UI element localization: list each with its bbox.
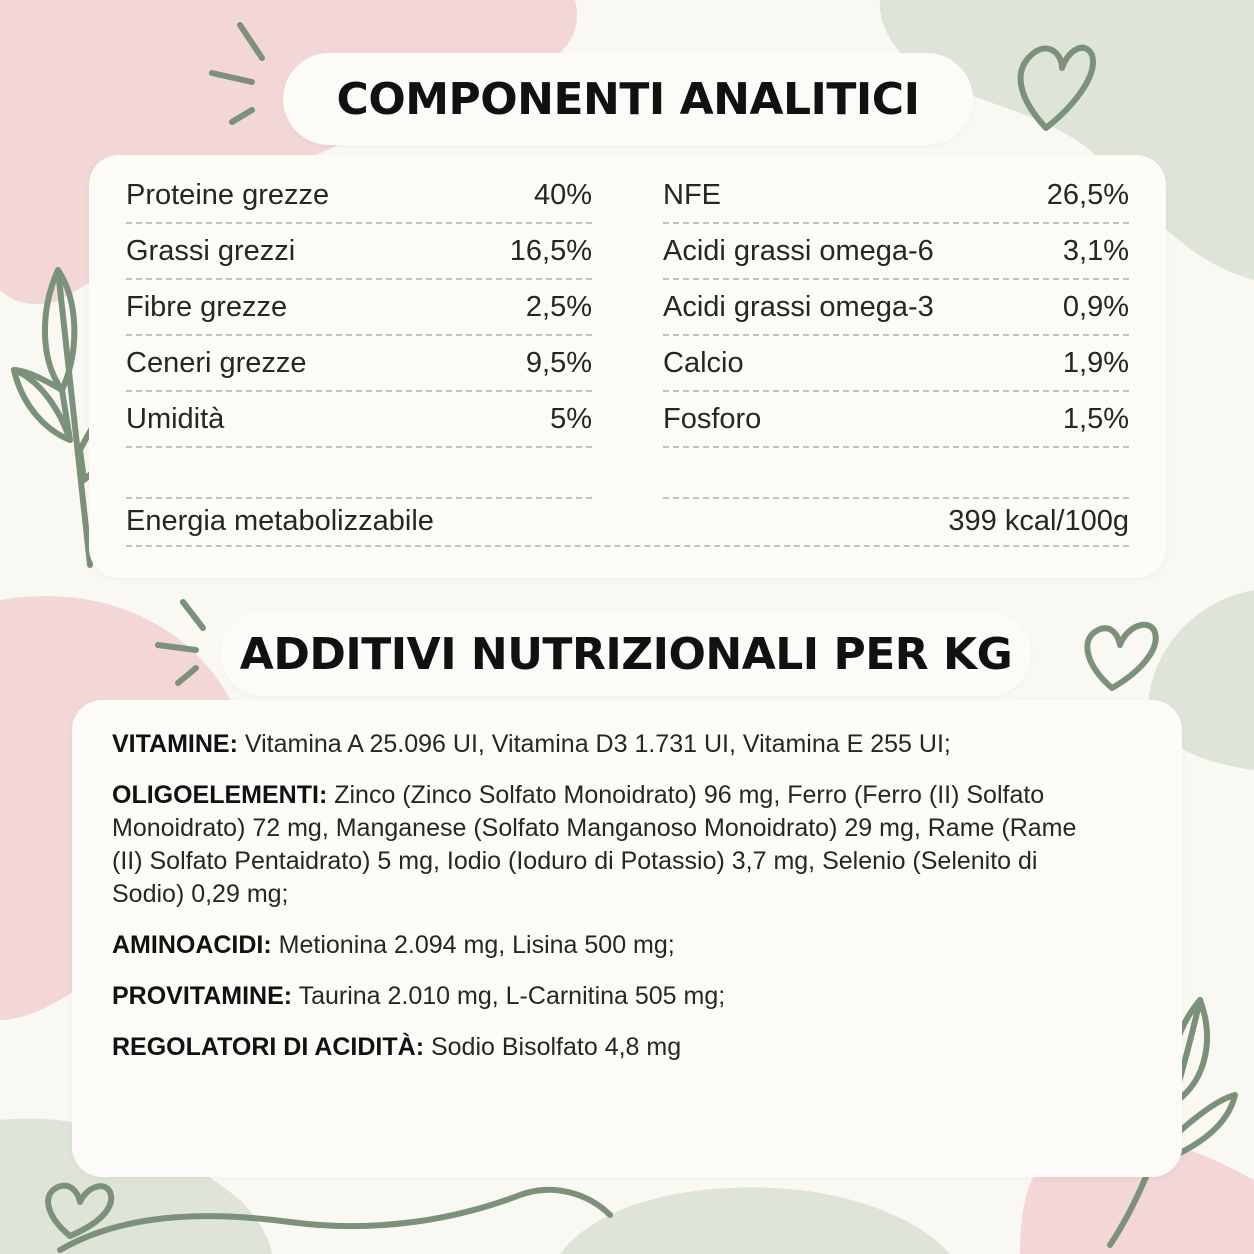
analytical-value: 1,5% bbox=[1062, 402, 1129, 435]
analytical-value: 5% bbox=[550, 402, 592, 435]
additive-paragraph bbox=[112, 779, 1112, 911]
additives-list bbox=[112, 728, 1112, 1082]
analytical-value: 16,5% bbox=[509, 234, 592, 267]
analytical-label: Calcio bbox=[663, 346, 744, 379]
analytical-value: 26,5% bbox=[1046, 178, 1129, 211]
analytical-label: Acidi grassi omega-3 bbox=[663, 290, 934, 323]
analytical-row bbox=[126, 392, 592, 448]
green-blob-bottom-center bbox=[560, 1188, 950, 1254]
analytical-label: Ceneri grezze bbox=[126, 346, 307, 379]
additive-heading: VITAMINE: bbox=[112, 730, 238, 758]
analytical-row bbox=[126, 280, 592, 336]
analytical-label: Acidi grassi omega-6 bbox=[663, 234, 934, 267]
additive-text: Taurina 2.010 mg, L-Carnitina 505 mg; bbox=[292, 982, 726, 1010]
analytical-label: Grassi grezzi bbox=[126, 234, 296, 267]
energy-value: 399 kcal/100g bbox=[948, 504, 1129, 537]
analytical-title-pill bbox=[283, 53, 973, 145]
analytical-value: 1,9% bbox=[1062, 346, 1129, 379]
additives-title-pill bbox=[221, 612, 1031, 696]
analytical-row bbox=[663, 224, 1129, 280]
additive-text: Zinco (Zinco Solfato Monoidrato) 96 mg, Ferro (Ferro (II) Solfato Monoidrato) 72 mg, Manganese (Solfato Manganoso Monoidrato) 29 mg, Rame (Rame (II) Solfato Pentaidrato) 5 mg, Iodio (Ioduro di Potassio) 3,7 mg, Selenio (Selenito di Sodio) 0,29 mg; bbox=[112, 781, 1077, 908]
analytical-value: 2,5% bbox=[525, 290, 592, 323]
additive-text: Sodio Bisolfato 4,8 mg bbox=[424, 1033, 682, 1061]
analytical-value: 0,9% bbox=[1062, 290, 1129, 323]
analytical-label: Fibre grezze bbox=[126, 290, 288, 323]
additive-heading: OLIGOELEMENTI: bbox=[112, 781, 328, 809]
additive-heading: PROVITAMINE: bbox=[112, 982, 293, 1010]
analytical-value: 3,1% bbox=[1062, 234, 1129, 267]
additive-paragraph bbox=[112, 728, 1112, 761]
analytical-left-column bbox=[126, 168, 592, 448]
analytical-right-column bbox=[663, 168, 1129, 448]
analytical-value: 40% bbox=[533, 178, 592, 211]
analytical-row bbox=[126, 224, 592, 280]
additive-text: Vitamina A 25.096 UI, Vitamina D3 1.731 UI, Vitamina E 255 UI; bbox=[237, 730, 951, 758]
analytical-row bbox=[663, 336, 1129, 392]
analytical-label: Fosforo bbox=[663, 402, 762, 435]
analytical-title: COMPONENTI ANALITICI bbox=[336, 73, 920, 125]
analytical-label: Proteine grezze bbox=[126, 178, 330, 211]
heart-outline-icon bbox=[1087, 625, 1155, 688]
analytical-row bbox=[126, 168, 592, 224]
additive-heading: AMINOACIDI: bbox=[112, 931, 272, 959]
analytical-label: Umidità bbox=[126, 402, 225, 435]
analytical-row bbox=[663, 280, 1129, 336]
analytical-row bbox=[663, 168, 1129, 224]
energy-row bbox=[126, 497, 1129, 547]
additive-paragraph bbox=[112, 1031, 1112, 1064]
analytical-row bbox=[126, 336, 592, 392]
additive-paragraph bbox=[112, 980, 1112, 1013]
additive-paragraph bbox=[112, 929, 1112, 962]
additives-title: ADDITIVI NUTRIZIONALI PER KG bbox=[239, 628, 1013, 680]
additive-heading: REGOLATORI DI ACIDITÀ: bbox=[112, 1033, 425, 1061]
energy-label: Energia metabolizzabile bbox=[126, 504, 434, 537]
analytical-value: 9,5% bbox=[525, 346, 592, 379]
analytical-row bbox=[663, 392, 1129, 448]
analytical-label: NFE bbox=[663, 178, 721, 211]
additive-text: Metionina 2.094 mg, Lisina 500 mg; bbox=[271, 931, 675, 959]
